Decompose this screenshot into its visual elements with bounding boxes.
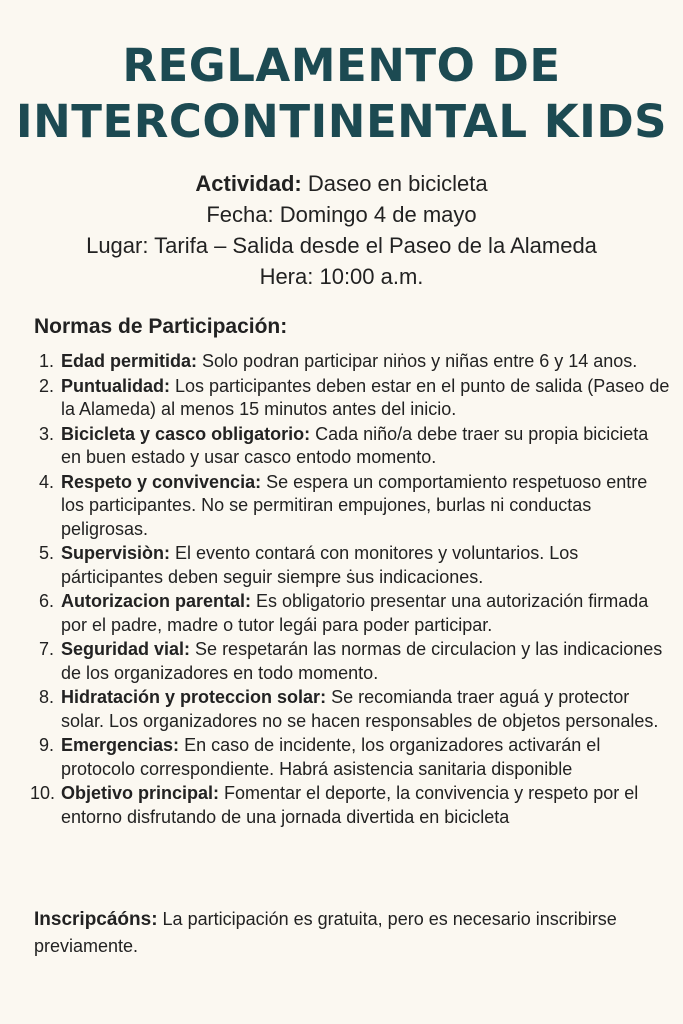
rule-title: Bicicleta y casco obligatorio: — [61, 423, 311, 444]
actividad-label: Actividad: — [195, 171, 302, 196]
rule-title: Edad permitida: — [61, 351, 198, 371]
rule-number: 4. — [38, 471, 54, 492]
event-info — [0, 168, 683, 292]
rule-item — [30, 590, 670, 637]
rule-title: Hidratación y proteccion solar: — [61, 687, 327, 707]
title-line-2: INTERCONTINENTAL KIDS — [15, 95, 668, 148]
rule-item — [30, 375, 670, 422]
info-hora: Hera: 10:00 a.m. — [259, 264, 424, 289]
rule-number: 7. — [38, 639, 54, 659]
rule-text: En caso de incidente, los organizadores activarán el protocolo correspondiente. Habrá asistencia sanitaria disponible — [61, 735, 601, 779]
rule-item — [30, 782, 670, 829]
rule-title: Respeto y convivencia: — [61, 471, 262, 492]
page-title — [0, 38, 683, 150]
rule-number: 1. — [38, 351, 54, 371]
rule-text: Fomentar el deporte, la convivencia y respeto por el entorno disfrutando de una jornada divertida en bicicleta — [61, 783, 639, 827]
rule-number: 2. — [38, 375, 54, 396]
rule-item — [30, 350, 670, 374]
rule-text: Se espera un comportamiento respetuoso entre los participantes. No se permitiran empujones, burlas ni conductas peligrosas. — [61, 471, 648, 539]
inscripciones-note — [34, 906, 654, 960]
inscripciones-label: Inscripcáóns: — [34, 909, 158, 930]
rule-item — [30, 638, 670, 685]
rule-item — [30, 471, 670, 542]
rule-text: Solo podran participar niṅos y niñas entre 6 y 14 anos. — [197, 351, 638, 371]
rule-number: 8. — [38, 687, 54, 707]
info-lugar: Lugar: Tarifa – Salida desde el Paseo de la Alameda — [86, 233, 597, 258]
rules-list — [30, 350, 670, 830]
rule-item — [30, 686, 670, 733]
rule-number: 6. — [38, 591, 54, 611]
rule-text: Cada niño/a debe traer su propia bicicieta en buen estado y usar casco entodo momento. — [61, 423, 649, 467]
title-line-1: REGLAMENTO DE — [122, 39, 561, 92]
rule-number: 9. — [38, 735, 54, 755]
inscripciones-text: La participación es gratuita, pero es necesario inscribirse previamente. — [34, 909, 617, 956]
rule-text: Los participantes deben estar en el punto de salida (Paseo de la Alameda) al menos 15 minutos antes del inicio. — [61, 375, 670, 419]
normas-heading: Normas de Participación: — [34, 315, 288, 338]
rule-text: Es obligatorio presentar una autorización firmada por el padre, madre o tutor legái para poder participar. — [61, 591, 649, 635]
rule-number: 3. — [38, 423, 54, 444]
rule-title: Objetivo principal: — [61, 783, 220, 803]
rule-title: Autorizacion parental: — [61, 591, 252, 611]
info-fecha: Fecha: Domingo 4 de mayo — [206, 202, 477, 227]
rule-title: Puntualidad: — [61, 375, 170, 396]
rule-item — [30, 542, 670, 589]
rule-number: 5. — [38, 543, 54, 563]
rule-item — [30, 734, 670, 781]
rule-title: Supervisiòn: — [61, 543, 171, 563]
rule-text: El evento contará con monitores y voluntarios. Los párticipantes deben seguir siempre ṡus indicaciones. — [61, 543, 579, 587]
rule-title: Seguridad vial: — [61, 639, 191, 659]
rule-text: Se respetarán las normas de circulacion y las indicaciones de los organizadores en todo momento. — [61, 639, 663, 683]
rule-title: Emergencias: — [61, 735, 180, 755]
rule-number: 10. — [30, 783, 56, 803]
info-actividad — [0, 168, 683, 199]
actividad-value: Daseo en bicicleta — [301, 171, 488, 196]
rule-text: Se recomianda traer aguá y protector solar. Los organizadores no se hacen responsables de objetos personales. — [61, 687, 659, 731]
rule-item — [30, 423, 670, 470]
